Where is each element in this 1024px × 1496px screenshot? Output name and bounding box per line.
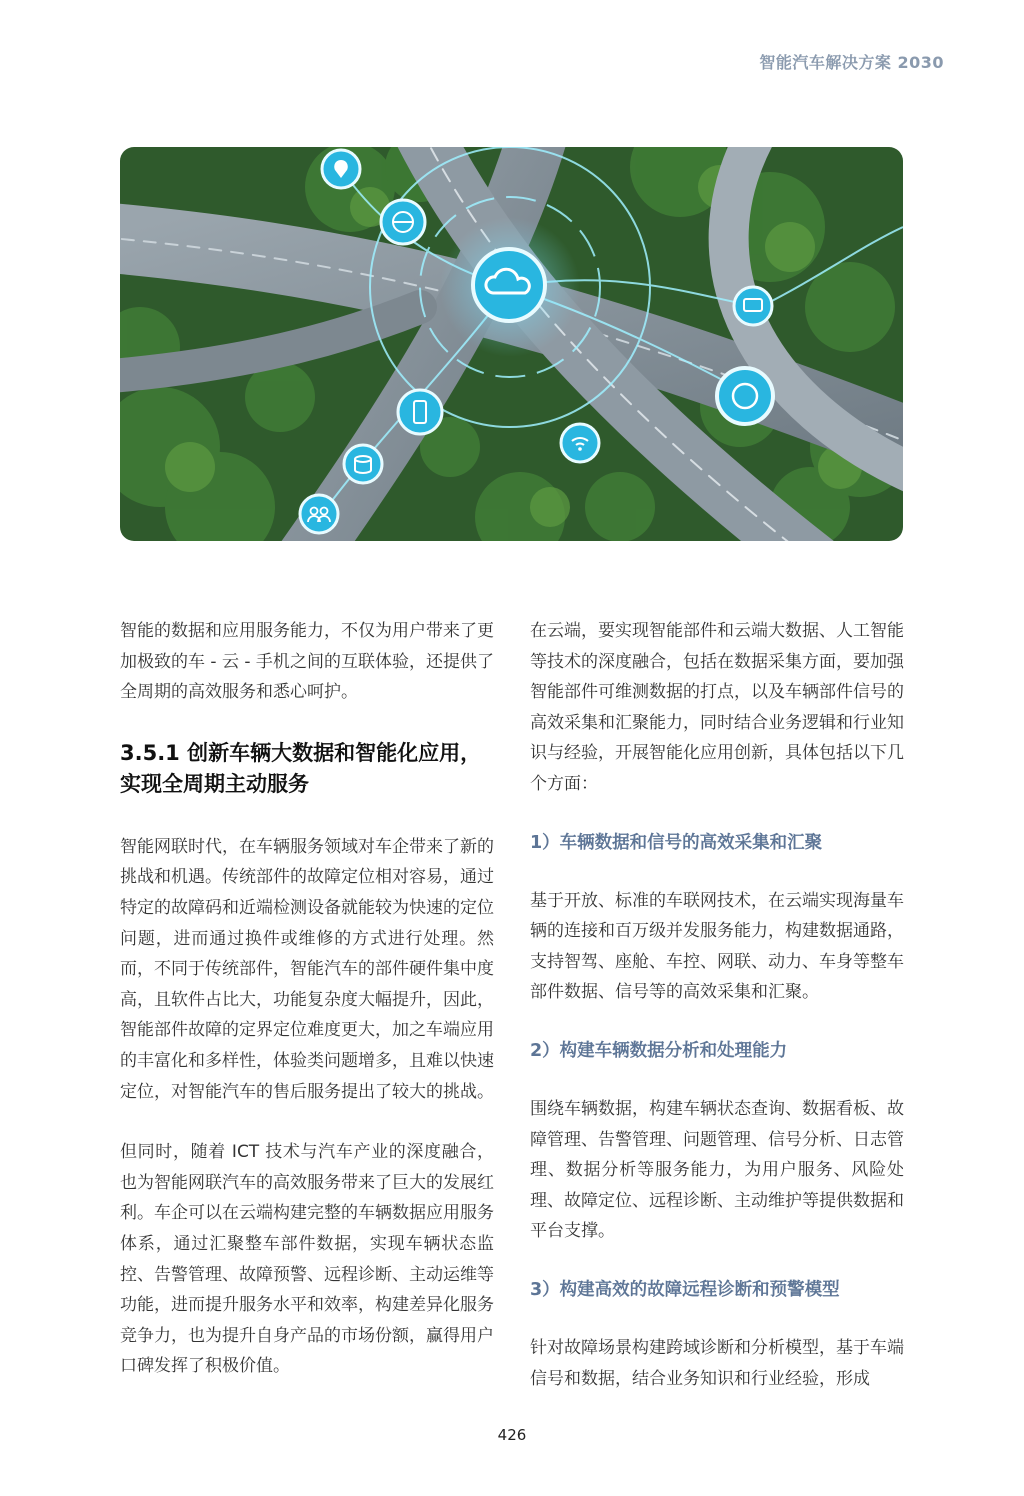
location-pin-icon xyxy=(322,150,360,188)
running-header-title: 智能汽车解决方案 2030 xyxy=(759,53,944,72)
cloud-icon xyxy=(473,249,545,321)
wifi-icon xyxy=(561,424,599,462)
subsection-2-body: 围绕车辆数据，构建车辆状态查询、数据看板、故障管理、告警管理、问题管理、信号分析、日志管理、数据分析等服务能力，为用户服务、风险处理、故障定位、远程诊断、主动维护等提供数据和平台支撑。 xyxy=(530,1098,904,1242)
subsection-1-body: 基于开放、标准的车联网技术，在云端实现海量车辆的连接和百万级并发服务能力，构建数据通路，支持智驾、座舱、车控、网联、动力、车身等整车部件数据、信号等的高效采集和汇聚。 xyxy=(530,890,904,1003)
monitor-icon xyxy=(734,287,772,325)
right-column xyxy=(530,616,904,1394)
subheading-3: 3）构建高效的故障远程诊断和预警模型 xyxy=(530,1279,840,1300)
subsection-3-body: 针对故障场景构建跨域诊断和分析模型，基于车端信号和数据，结合业务知识和行业经验，形成 xyxy=(530,1337,904,1389)
right-intro-paragraph: 在云端，要实现智能部件和云端大数据、人工智能等技术的深度融合，包括在数据采集方面，要加强智能部件可维测数据的打点，以及车辆部件信号的高效采集和汇聚能力，同时结合业务逻辑和行业知识与经验，开展智能化应用创新，具体包括以下几个方面： xyxy=(530,621,904,794)
left-paragraph-2: 但同时，随着 ICT 技术与汽车产业的深度融合，也为智能网联汽车的高效服务带来了巨大的发展红利。车企可以在云端构建完整的车辆数据应用服务体系，通过汇聚整车部件数据，实现车辆状态监控、告警管理、故障预警、远程诊断、主动运维等功能，进而提升服务水平和效率，构建差异化服务竞争力，也为提升自身产品的市场份额，赢得用户口碑发挥了积极价值。 xyxy=(120,1142,494,1377)
database-icon xyxy=(344,445,382,483)
section-heading-line1: 3.5.1 创新车辆大数据和智能化应用， xyxy=(120,740,482,765)
people-icon xyxy=(300,495,338,533)
left-intro-paragraph: 智能的数据和应用服务能力，不仅为用户带来了更加极致的车 - 云 - 手机之间的互联体验，还提供了全周期的高效服务和悉心呵护。 xyxy=(120,621,494,703)
smart-highway-illustration xyxy=(120,147,903,541)
globe-5g-icon xyxy=(381,200,425,244)
section-heading xyxy=(120,738,494,800)
subheading-1: 1）车辆数据和信号的高效采集和汇聚 xyxy=(530,832,823,853)
hero-image xyxy=(120,147,903,541)
page-number: 426 xyxy=(497,1426,527,1444)
subheading-2: 2）构建车辆数据分析和处理能力 xyxy=(530,1040,788,1061)
phone-icon xyxy=(398,390,442,434)
left-paragraph-1: 智能网联时代，在车辆服务领域对车企带来了新的挑战和机遇。传统部件的故障定位相对容易，通过特定的故障码和近端检测设备就能较为快速的定位问题，进而通过换件或维修的方式进行处理。然而，不同于传统部件，智能汽车的部件硬件集中度高，且软件占比大，功能复杂度大幅提升，因此，智能部件故障的定界定位难度更大，加之车端应用的丰富化和多样性，体验类问题增多，且难以快速定位，对智能汽车的售后服务提出了较大的挑战。 xyxy=(120,836,494,1102)
section-heading-line2: 实现全周期主动服务 xyxy=(120,771,309,796)
shield-globe-icon xyxy=(717,368,773,424)
left-column xyxy=(120,616,494,1382)
